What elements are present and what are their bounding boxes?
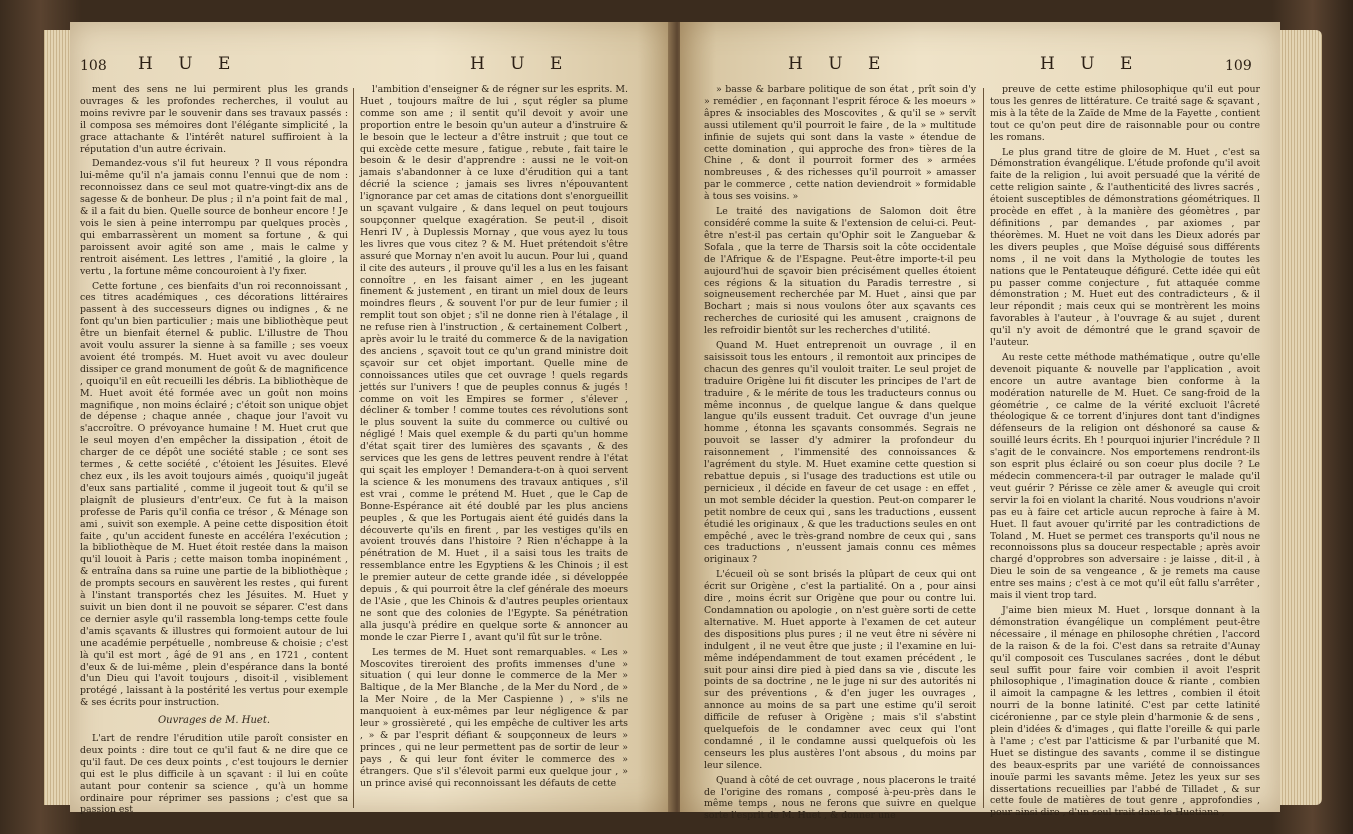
running-header-left: H U E [138,54,241,74]
right-page [680,22,1280,822]
right-page-column-1 [704,84,976,822]
paragraph: L'écueil où se sont brisés la plûpart de ceux qui ont écrit sur Origène , c'est la partialité. On a , pour ainsi dire , moins écrit sur Origène que pour ou contre lui. Condamnation ou apologie , on n'est guère sorti de cette alternative. M. Huet apporte à l'examen de cet auteur des dispositions plus pures ; il ne veut être ni sévère ni indulgent , il ne veut être que juste ; il l'examine en lui-même indépendamment de tout examen précédent , le suit pour ainsi dire pied à pied dans sa vie , discute les points de sa doctrine , ne le juge ni sur des autorités ni sur des préventions , & d'en juger les ouvrages , annonce au moins de sa part une estime qu'il seroit difficile de refuser à Origène ; mais s'il s'abstint quelquefois de le condamner avec ceux qui l'ont condamné , il le condamne aussi quelquefois où les censeurs les plus austères l'ont absous , du moins par leur silence. [704,569,976,771]
page-number: 108 [80,58,107,74]
paragraph: ment des sens ne lui permirent plus les grands ouvrages & les profondes recherches, il voulut au moins revivre par le souvenir dans ses travaux passés : il composa ses mémoires dont l'élégante simplicité , la grace attachante & l'intérêt naturel suffiroient à la réputation d'un autre écrivain. [80,84,348,155]
right-page-column-2 [990,84,1260,819]
paragraph: J'aime bien mieux M. Huet , lorsque donnant à la démonstration évangélique un complément peut-être nécessaire , il ménage en philosophe chrétien , l'accord de la raison & de la foi. C'est dans sa retraite d'Aunay qu'il composoit ces Tusculanes sacrées , dont le début seul suffit pour faire voir combien il avoit l'esprit philosophique , l'imagination douce & riante , combien il aimoit la campagne & les lettres , combien il étoit nourri de la bonne latinité. C'est par cette latinité cicéronienne , par ce style plein d'harmonie & de sens , plein d'idées & d'images , qui flatte l'oreille & qui parle à l'ame ; c'est par l'atticisme & par l'urbanité que M. Huet se distingue des savants , comme il se distingue des beaux-esprits par une variété de connoissances inouïe parmi les savants même. Jetez les yeux sur ses dissertations recueillies par l'abbé de Tilladet , & sur cette foule de matières de tout genre , approfondies , pour ainsi dire , d'un seul trait dans le Huetiana , [990,604,1260,819]
paragraph: Cette fortune , ces bienfaits d'un roi reconnoissant , ces titres académiques , ces décorations littéraires passent à des successeurs dignes ou indignes , & ne font qu'un bien particulier ; mais une bibliothèque peut être un bienfait éternel & public. L'illustre de Thou avoit voulu assurer la sienne à sa famille ; ses voeux avoient été trompés. M. Huet avoit vu avec douleur dissiper ce grand monument de goût & de magnificence , quoiqu'il en eût recueilli les débris. La bibliothèque de M. Huet avoit été formée avec un goût non moins magnifique , non moins éclairé ; c'étoit son unique objet de dépense ; chaque année , chaque jour l'avoit vu s'accroître. O prévoyance humaine ! M. Huet crut que le seul moyen d'en empêcher la dissipation , étoit de charger de ce dépôt une société stable ; ce sont ses termes , & cette société , c'étoient les Jésuites. Elevé chez eux , ils les avoit toujours aimés , quoiqu'il jugeât d'eux sans partialité , comme il jugeoit tout & qu'il se plaignît de plusieurs d'entr'eux. Ce fut à la maison professe de Paris qu'il confia ce trésor , & Ménage son ami , suivit son exemple. A peine cette disposition étoit faite , qu'un accident funeste en accéléra l'exécution ; la bibliothèque de M. Huet étoit restée dans la maison qu'il louoit à Paris ; cette maison tomba inopinément , & entraîna dans sa ruine une partie de la bibliothèque ; de prompts secours en sauvèrent les restes , qui furent à l'instant transportés chez les Jésuites. M. Huet y suivit un bien dont il ne pouvoit se séparer. C'est dans ce dernier asyle qu'il rassembla long-temps cette foule d'amis sçavants & illustres qui formoient autour de lui une académie perpétuelle , nombreuse & choisie ; c'est là qu'il est mort , âgé de 91 ans , en 1721 , content d'eux & de lui-même , plein d'espérance dans la bonté d'un Dieu qui l'avoit toujours , disoit-il , visiblement protégé , laissant à la postérité les vertus pour exemple & ses écrits pour instruction. [80,280,348,709]
paragraph: Le traité des navigations de Salomon doit être considéré comme la suite & l'extension de celui-ci. Peut-être n'est-il pas certain qu'Ophir soit le Zanguebar & Sofala , que la terre de Tharsis soit la côte occidentale de l'Afrique & de l'Espagne. Peut-être importe-t-il peu aujourd'hui de sçavoir bien précisément quelles étoient ces régions & la situation du Paradis terrestre , si soigneusement recherchée par M. Huet , ainsi que par Bochart ; mais si nous voulons ôter aux sçavants ces recherches de curiosité qui les amusent , craignons de les refroidir bientôt sur les recherches d'utilité. [704,206,976,337]
paragraph: Quand M. Huet entreprenoit un ouvrage , il en saisissoit tous les entours , il remontoit aux principes de chacun des genres qu'il vouloit traiter. Le seul projet de traduire Origène lui fit discuter les principes de l'art de traduire , & le mérite de tous les traducteurs connus ou même inconnus , de quelque langue & dans quelque langue qu'ils eussent traduit. Cet ouvrage d'un jeune homme , étonna les sçavants consommés. Segrais ne pouvoit se lasser d'y admirer la profondeur du raisonnement , l'immensité des connoissances & l'agrément du style. M. Huet examine cette question si rebattue depuis , si l'usage des traductions est utile ou pernicieux , il décide en faveur de cet usage : en effet , un mot semble décider la question. Peut-on comparer le petit nombre de ceux qui , sans les traductions , eussent étudié les originaux , & que les traductions seules en ont empêché , avec le très-grand nombre de ceux qui , sans ces traductions , n'eussent jamais connu ces mêmes originaux ? [704,340,976,566]
running-header-right: H U E [470,54,573,74]
running-header-left: H U E [788,54,891,74]
paragraph: Les termes de M. Huet sont remarquables. « Les » Moscovites tireroient des profits immenses d'une » situation ( qui leur donne le commerce de la Mer » Baltique , de la Mer Blanche , de la Mer du Nord , de » la Mer Noire , de la Mer Caspienne ) , » s'ils ne manquoient à eux-mêmes par leur négligence & par leur » grossièreté , qui les empêche de cultiver les arts , » & par l'esprit défiant & soupçonneux de leurs » princes , qui ne leur permettent pas de sortir de leur » pays , & qui leur font éviter le commerce des » étrangers. Que s'il s'élevoit parmi eux quelque jour , » un prince avisé qui reconnoissant les défauts de cette [360,646,628,789]
paragraph: » basse & barbare politique de son état , prît soin d'y » remédier , en façonnant l'esprit féroce & les moeurs » âpres & insociables des Moscovites , & qu'il se » servît aussi utilement qu'il pourroit le faire , de la » multitude infinie de sujets qui sont dans la vaste » étendue de cette domination , qui approche des fron» tières de la Chine , & dont il pourroit former des » armées nombreuses , & des richesses qu'il pourroit » amasser par le commerce , cette nation deviendroit » formidable à tous ses voisins. » [704,84,976,203]
page-number: 109 [1225,58,1252,74]
left-page-column-1 [80,84,348,816]
section-heading: Ouvrages de M. Huet. [157,715,271,727]
column-rule [983,88,984,808]
column-rule [353,88,354,808]
running-header-right: H U E [1040,54,1143,74]
paragraph: Le plus grand titre de gloire de M. Huet , c'est sa Démonstration évangélique. L'étude profonde qu'il avoit faite de la religion , lui avoit persuadé que la vérité de cette religion sainte , & l'authenticité des livres sacrés , étoient susceptibles de démonstrations géométriques. Il procède en effet , à la manière des géomètres , par définitions , par demandes , par axiomes , par théorèmes. M. Huet ne voit dans les Dieux adorés par les divers peuples , que Moïse déguisé sous différents noms , il ne voit dans la Mythologie de toutes les nations que le Pentateuque défiguré. Cette idée qui eût pu passer comme conjecture , fut attaquée comme démonstration ; M. Huet eut des contradicteurs , & il leur répondit ; mais ceux qui se montrèrent les moins favorables à l'auteur , à l'ouvrage & au sujet , durent qu'il n'y avoit de démontré que le grand sçavoir de l'auteur. [990,146,1260,349]
paragraph: Demandez-vous s'il fut heureux ? Il vous répondra lui-même qu'il n'a jamais connu l'ennui que de nom : reconnoissez dans ce seul mot quatre-vingt-dix ans de sagesse & de bonheur. De plus ; il n'a point fait de mal , & il a fait du bien. Quelle source de bonheur encore ! Je vois le sien à peine interrompu par quelques procès , qui embarrassèrent un moment sa fortune , & qui paroissent avoir agité son ame , mais le calme y rentroit aisément. Les lettres , l'amitié , la gloire , la vertu , la fortune même concouroient à l'y fixer. [80,158,348,277]
left-page-column-2 [360,84,628,812]
left-page [70,22,674,816]
paragraph: Quand à côté de cet ouvrage , nous placerons le traité de l'origine des romans , composé à-peu-près dans le même temps , nous ne ferons que suivre en quelque sorte l'esprit de M. Huet , & donner une [704,774,976,822]
paragraph: l'ambition d'enseigner & de régner sur les esprits. M. Huet , toujours maître de lui , sçut régler sa plume comme son ame ; il sentit qu'il devoit y avoir une proportion entre le besoin qu'un auteur a d'instruire & le besoin que le lecteur a d'être instruit ; que tout ce qui excède cette mesure , fatigue , rebute , fait taire le besoin & le desir d'apprendre : aussi ne le voit-on jamais s'abandonner à ce luxe d'érudition qui a tant décrié la science ; jamais ses livres n'épouvantent l'ignorance par cet amas de citations dont s'enorgueillit un sçavant vulgaire , & dans lequel on peut toujours soupçonner quelque exagération. Se peut-il , disoit Henri IV , à Duplessis Mornay , que vous ayez lu tous les livres que vous citez ? & M. Huet prétendoit s'être assuré que Mornay n'en avoit lu aucun. Pour lui , quand il cite des auteurs , il prouve qu'il les a lus en les faisant connoître , en les faisant aimer , en les jugeant finement & justement , en tirant un miel doux de leurs moindres fleurs , & souvent l'or pur de leur fumier ; il remplit tout son objet ; s'il ne donne rien à l'étalage , il ne refuse rien à l'instruction , & certainement Colbert , après avoir lu le traité du commerce & de la navigation des anciens , sçavoit tout ce qu'un grand ministre doit sçavoir sur cet objet important. Quelle mine de connoissances utiles que cet ouvrage ! quels regards jettés sur l'univers ! que de peuples connus & jugés ! comme on voit les Empires se former , s'élever , décliner & tomber ! comme toutes ces révolutions sont le plus souvent la suite du commerce ou cultivé ou négligé ! Mais quel exemple & du parti qu'un homme d'état sçait tirer des lumières des sçavants , & des services que les gens de lettres peuvent rendre à l'état qui sçait les employer ! Demandera-t-on à quoi servent la science & les monumens des travaux antiques , s'il est vrai , comme le prétend M. Huet , que le Cap de Bonne-Espérance ait été doublé par les plus anciens peuples , & que les Portugais aient été guidés dans la découverte qu'ils en firent , par les vestiges qu'ils en avoient trouvés dans l'histoire ? Rien n'échappe à la pénétration de M. Huet , il a saisi tous les traits de ressemblance entre les Egyptiens & les Chinois ; il est le premier auteur de cette grande idée , si développée depuis , & qui pourroit être la clef générale des moeurs de l'Asie , que les Chinois & d'autres peuples orientaux ne sont que des colonies de l'Egypte. Sa pénétration alla jusqu'à prédire en quelque sorte & annoncer au monde le czar Pierre I , avant qu'il fût sur le trône. [360,84,628,643]
paragraph: Au reste cette méthode mathématique , outre qu'elle devenoit piquante & nouvelle par l'application , avoit encore un autre avantage bien conforme à la modération naturelle de M. Huet. Ce sang-froid de la géométrie , ce calme de la vérité excluoit l'âcreté théologique & ce torrent d'injures dont tant d'indignes défenseurs de la religion ont déshonoré sa cause & souillé leurs écrits. Eh ! pourquoi injurier l'incrédule ? Il s'agit de le convaincre. Nos emportemens rendront-ils son esprit plus éclairé ou son coeur plus docile ? Le médecin commencera-t-il par outrager le malade qu'il veut guérir ? Périsse ce zèle amer & aveugle qui croit servir la foi en violant la charité. Nous voudrions n'avoir pas eu à faire cet article aucun reproche à faire à M. Huet. Il faut avouer qu'irrité par les contradictions de Toland , M. Huet se permet ces transports qu'il nous ne reconnoissons plus sa douceur respectable ; après avoir chargé d'opprobres son adversaire : je laisse , dit-il , à Dieu le soin de sa vengeance , & je remets ma cause entre ses mains ; c'est à ce mot qu'il eût fallu s'arrêter , mais il vient trop tard. [990,351,1260,602]
paragraph: L'art de rendre l'érudition utile paroît consister en deux points : dire tout ce qu'il faut & ne dire que ce qu'il faut. De ces deux points , c'est toujours le dernier qui est le plus difficile à un sçavant : il lui en coûte autant pour contenir sa science , qu'à un homme ordinaire pour réprimer ses passions ; c'est que sa passion est [80,733,348,816]
paragraph: preuve de cette estime philosophique qu'il eut pour tous les genres de littérature. Ce traité sage & sçavant , mis à la tête de la Zaïde de Mme de la Fayette , contient tout ce qu'on peut dire de raisonnable pour ou contre les romans. [990,84,1260,143]
